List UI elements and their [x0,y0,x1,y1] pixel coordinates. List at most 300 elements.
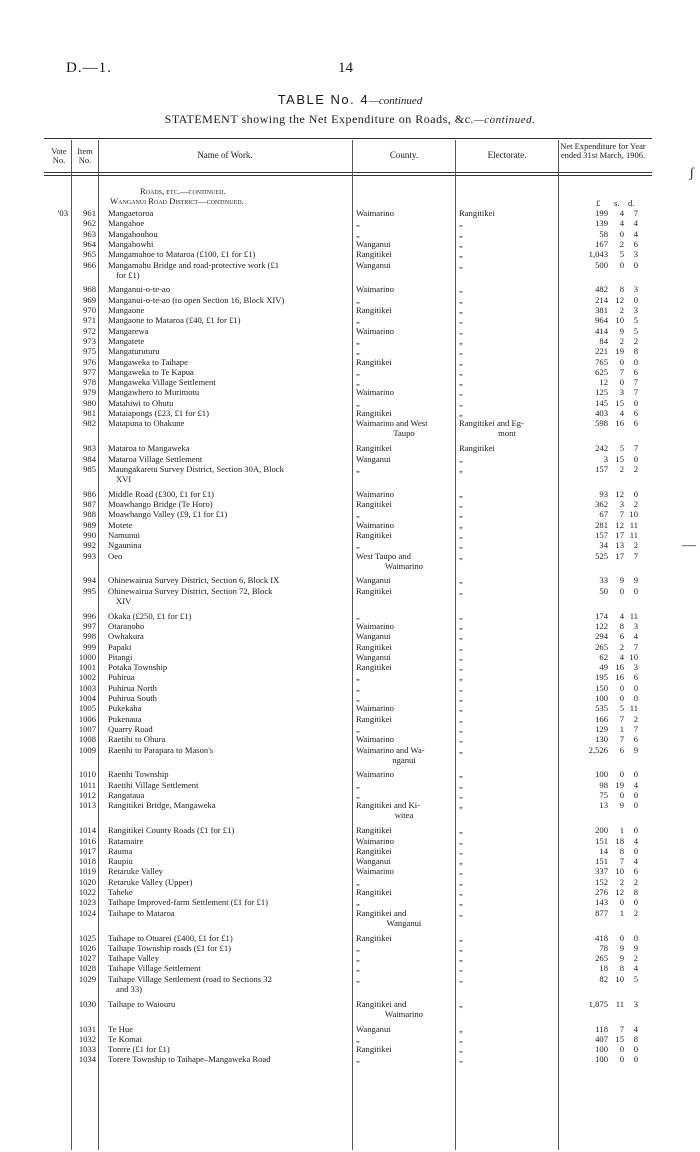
cell-county: „ [356,723,360,734]
cell-shillings: 4 [619,208,624,218]
cell-electorate: „ [459,408,463,418]
cell-electorate: „ [459,641,463,652]
cell-county: Rangitikei and [356,907,407,918]
cell-pounds: 145 [595,397,608,408]
cell-item: 1013 [78,800,96,811]
cell-item: 1033 [78,1044,96,1055]
cell-electorate: „ [459,713,463,724]
cell-work: Mangawhero to Murimotu [108,387,200,398]
table-row-continuation [0,1009,700,1019]
cell-electorate: „ [459,366,463,377]
cell-work: Retaruke Valley (Upper) [108,876,193,887]
cell-work: Torere (£1 for £1) [108,1044,170,1055]
col-header-electorate: Electorate. [487,150,527,160]
cell-shillings: 17 [615,550,624,561]
cell-pounds: 84 [599,335,608,346]
cell-county: „ [356,218,360,229]
cell-electorate: „ [459,519,463,530]
cell-pounds: 414 [595,325,608,336]
cell-pence: 0 [633,453,638,464]
cell-item: 986 [83,488,96,499]
table-row [0,551,700,561]
cell-electorate: „ [459,397,463,408]
cell-county: Rangitikei [356,932,392,943]
cell-shillings: 16 [615,672,624,683]
table-row [0,586,700,596]
cell-pence: 7 [633,550,638,561]
cell-vote: '03 [57,208,68,218]
cell-work: Te Komai [108,1033,143,1044]
cell-shillings: 0 [619,1044,624,1055]
cell-electorate: „ [459,305,463,315]
cell-pence: 7 [633,208,638,218]
cell-shillings: 0 [619,228,624,239]
cell-item: 966 [83,259,96,270]
cell-shillings: 18 [615,835,624,846]
cell-item: 1008 [78,734,96,745]
cell-shillings: 8 [619,284,624,295]
cell-pounds: 50 [599,585,608,596]
cell-item: 999 [83,641,96,652]
cell-pounds: 3 [603,453,608,464]
cell-pounds: 294 [595,631,608,642]
cell-shillings: 10 [615,866,624,877]
cell-electorate: „ [459,218,463,229]
cell-work: Maungakaretu Survey District, Section 30A, Block [108,463,284,474]
cell-pence: 11 [629,529,638,540]
cell-electorate: „ [459,734,463,745]
cell-work: Raetihi Village Settlement [108,779,199,790]
cell-shillings: 7 [619,1023,624,1034]
cell-pence: 6 [633,866,638,877]
cell-electorate: „ [459,228,463,239]
cell-pence: 11 [629,519,638,530]
table-row [0,295,700,305]
cell-county-cont: Waimarino [385,560,423,571]
cell-pounds: 200 [595,825,608,836]
cell-county: Waimarino [356,835,394,846]
cell-county: „ [356,377,360,388]
cell-county: „ [356,790,360,800]
cell-work: Torere Township to Taihape–Mangaweka Road [108,1054,271,1065]
cell-work: Moawhango Bridge (Te Horo) [108,499,213,509]
cell-shillings: 2 [619,238,624,249]
cell-work: Taihape to Waiouru [108,998,176,1009]
cell-item: 987 [83,499,96,509]
cell-electorate: „ [459,682,463,693]
cell-pounds: 100 [595,1044,608,1055]
cell-work: Mangatete [108,335,145,346]
cell-county: „ [356,228,360,239]
table-row [0,974,700,984]
cell-item: 1006 [78,713,96,724]
cell-electorate: „ [459,790,463,800]
cell-shillings: 12 [615,488,624,499]
table-row [0,724,700,734]
cell-electorate: „ [459,529,463,540]
cell-shillings: 7 [619,509,624,520]
cell-shillings: 9 [619,953,624,964]
cell-shillings: 1 [619,825,624,836]
cell-electorate: „ [459,963,463,974]
table-row [0,611,700,621]
cell-work: Mataiapongs (£23, £1 for £1) [108,408,209,418]
cell-pence: 4 [633,218,638,229]
cell-county: Waimarino [356,519,394,530]
col-header-item: Item No. [77,146,93,165]
cell-electorate: „ [459,907,463,918]
cell-work: Okaka (£250, £1 for £1) [108,610,192,621]
statement-continued: —continued. [473,114,536,126]
cell-electorate: „ [459,294,463,305]
cell-work: Namunui [108,529,140,540]
table-row [0,305,700,315]
cell-work: Retaruke Valley [108,866,163,877]
cell-item: 979 [83,387,96,398]
cell-pounds: 82 [599,973,608,984]
cell-county: Waimarino [356,703,394,714]
table-row [0,260,700,270]
cell-electorate: „ [459,284,463,295]
cell-item: 1017 [78,845,96,856]
cell-electorate: „ [459,463,463,474]
cell-county: Rangitikei [356,641,392,652]
cell-electorate: „ [459,651,463,662]
cell-pence: 0 [633,769,638,780]
table-row [0,1044,700,1054]
cell-shillings: 2 [619,463,624,474]
cell-item: 962 [83,218,96,229]
cell-shillings: 5 [619,703,624,714]
cell-pounds: 139 [595,218,608,229]
cell-work: Pukekaha [108,703,142,714]
table-row [0,953,700,963]
cell-pence: 5 [633,973,638,984]
cell-pounds: 407 [595,1033,608,1044]
statement-text: STATEMENT showing the Net Expenditure on Roads, &c. [164,112,474,126]
cell-pence: 2 [633,876,638,887]
cell-work: Mangahoe [108,218,145,229]
table-row [0,963,700,973]
cell-electorate: „ [459,620,463,631]
cell-item: 972 [83,325,96,336]
cell-work: Mangaone [108,305,145,315]
cell-electorate: „ [459,1044,463,1055]
table-row [0,846,700,856]
cell-pounds: 1,875 [588,998,608,1009]
cell-shillings: 1 [619,907,624,918]
cell-work: Taihape Village Settlement [108,963,201,974]
cell-pounds: 221 [595,346,608,357]
cell-work: Mangaturuturu [108,346,160,357]
cell-electorate: „ [459,356,463,367]
subsection-heading: Wanganui Road District—continued. [110,196,244,206]
cell-work: Taihape to Mataroa [108,907,175,918]
cell-work: Quarry Road [108,723,153,734]
col-header-work: Name of Work. [197,150,253,160]
cell-pence: 8 [633,1033,638,1044]
table-row [0,1024,700,1034]
cell-shillings: 8 [619,963,624,974]
table-row-continuation [0,596,700,606]
cell-item: 1002 [78,672,96,683]
cell-work: Raetihi to Parapara to Mason's [108,744,214,755]
cell-electorate: Rangitikei [459,208,495,218]
cell-county: Wanganui [356,238,391,249]
cell-county: Rangitikei [356,662,392,673]
cell-pence: 7 [633,723,638,734]
cell-pence: 2 [633,907,638,918]
cell-electorate-cont: mont [498,428,516,439]
table-row-continuation [0,474,700,484]
cell-pounds: 34 [599,540,608,551]
cell-work: Matahiwi to Ohutu [108,397,174,408]
cell-electorate: „ [459,631,463,642]
cell-work: Mangaone to Mataroa (£40, £1 for £1) [108,315,241,326]
table-row-continuation [0,428,700,438]
cell-pounds: 964 [595,315,608,326]
cell-item: 1007 [78,723,96,734]
cell-shillings: 0 [619,1054,624,1065]
cell-item: 968 [83,284,96,295]
document-code: D.—1. [66,60,112,76]
table-row [0,790,700,800]
col-header-vote: Vote No. [51,146,67,165]
cell-item: 995 [83,585,96,596]
cell-pence: 4 [633,631,638,642]
cell-pence: 0 [633,693,638,703]
cell-county: Wanganui [356,575,391,586]
cell-electorate: „ [459,585,463,596]
table-title-main: TABLE No. 4 [277,92,370,107]
cell-pence: 6 [633,408,638,418]
cell-work: Mataroa Village Settlement [108,453,203,464]
cell-county: „ [356,953,360,964]
table-row [0,897,700,907]
cell-county: Waimarino [356,734,394,745]
cell-shillings: 0 [619,790,624,800]
cell-pence: 7 [633,377,638,388]
cell-work: Rangitikei Bridge, Mangaweka [108,800,216,811]
cell-pence: 11 [629,703,638,714]
cell-work: Puhirua North [108,682,157,693]
cell-work: Otaranoho [108,620,145,631]
cell-pounds: 265 [595,953,608,964]
cell-shillings: 0 [619,932,624,943]
cell-work: Pukenaua [108,713,142,724]
col-header-expenditure: Net Expenditure for Year ended 31st March, 1906. [560,141,646,160]
cell-pence: 0 [633,932,638,943]
table-row [0,887,700,897]
table-row-continuation [0,561,700,571]
cell-work: Puhirua South [108,693,157,703]
table-row [0,734,700,744]
cell-item: 1032 [78,1033,96,1044]
table-row [0,398,700,408]
cell-work-cont: and 33) [116,983,143,994]
cell-item: 961 [83,208,96,218]
cell-county: „ [356,963,360,974]
table-row [0,652,700,662]
cell-county: Wanganui [356,453,391,464]
cell-pence: 4 [633,835,638,846]
table-row [0,346,700,356]
cell-shillings: 4 [619,651,624,662]
cell-county: Rangitikei [356,585,392,596]
cell-pence: 9 [633,575,638,586]
table-row [0,530,700,540]
cell-shillings: 17 [615,529,624,540]
cell-electorate: „ [459,259,463,270]
cell-work: Manganui-o-te-ao [108,284,171,295]
cell-county: Wanganui [356,856,391,867]
cell-pence: 9 [633,744,638,755]
cell-electorate: „ [459,887,463,897]
cell-electorate: „ [459,825,463,836]
cell-pence: 7 [633,387,638,398]
cell-electorate: „ [459,897,463,908]
cell-item: 963 [83,228,96,239]
table-row [0,908,700,918]
cell-pounds: 12 [599,377,608,388]
cell-shillings: 9 [619,575,624,586]
cell-work: Raetihi to Ohura [108,734,166,745]
cell-item: 989 [83,519,96,530]
cell-pounds: 49 [599,662,608,673]
cell-pounds: 78 [599,942,608,953]
margin-tick-icon: — [682,538,696,553]
cell-pence: 8 [633,346,638,357]
table-row [0,489,700,499]
cell-county: Rangitikei [356,713,392,724]
table-row [0,408,700,418]
cell-county: „ [356,779,360,790]
cell-work: Mataroa to Mangaweka [108,443,190,454]
cell-electorate: „ [459,346,463,357]
cell-county: Waimarino [356,620,394,631]
cell-shillings: 16 [615,662,624,673]
cell-shillings: 7 [619,856,624,867]
cell-electorate: „ [459,835,463,846]
cell-shillings: 3 [619,499,624,509]
cell-pounds: 242 [595,443,608,454]
cell-county: „ [356,397,360,408]
cell-pounds: 18 [599,963,608,974]
cell-work: Ngaunina [108,540,142,551]
cell-electorate: „ [459,238,463,249]
cell-pence: 4 [633,963,638,974]
cell-work: Manganui-o-te-ao (to open Section 16, Block XIV) [108,294,285,305]
table-row [0,999,700,1009]
cell-pounds: 337 [595,866,608,877]
cell-county: Rangitikei [356,499,392,509]
table-row [0,933,700,943]
cell-pounds: 151 [595,856,608,867]
cell-county: Rangitikei [356,443,392,454]
cell-county-cont: Waimarino [385,1008,423,1019]
cell-pence: 3 [633,249,638,260]
cell-county: „ [356,942,360,953]
cell-county: „ [356,1033,360,1044]
cell-item: 980 [83,397,96,408]
cell-electorate: „ [459,723,463,734]
cell-work: Mangamahoe to Mataroa (£100, £1 for £1) [108,249,256,260]
cell-item: 1003 [78,682,96,693]
table-row [0,249,700,259]
cell-county: Waimarino [356,284,394,295]
cell-pounds: 62 [599,651,608,662]
cell-work-cont: XVI [116,473,132,484]
table-row [0,357,700,367]
cell-pence: 4 [633,779,638,790]
cell-county: Rangitikei [356,887,392,897]
table-row [0,377,700,387]
cell-electorate: Rangitikei and Eg- [459,418,524,429]
cell-pence: 3 [633,998,638,1009]
cell-county: „ [356,294,360,305]
cell-pounds: 125 [595,387,608,398]
cell-shillings: 7 [619,713,624,724]
cell-pounds: 418 [595,932,608,943]
cell-electorate: „ [459,932,463,943]
table-row [0,683,700,693]
cell-pounds: 166 [595,713,608,724]
cell-item: 1001 [78,662,96,673]
cell-pence: 6 [633,366,638,377]
cell-electorate: „ [459,744,463,755]
cell-item: 978 [83,377,96,388]
table-row-continuation [0,270,700,280]
cell-work-cont: XIV [116,595,132,606]
table-row [0,642,700,652]
cell-shillings: 7 [619,734,624,745]
cell-item: 964 [83,238,96,249]
cell-pounds: 151 [595,835,608,846]
cell-pounds: 157 [595,463,608,474]
cell-pence: 0 [633,488,638,499]
cell-pounds: 33 [599,575,608,586]
cell-shillings: 0 [619,769,624,780]
cell-item: 990 [83,529,96,540]
cell-pounds: 98 [599,779,608,790]
cell-shillings: 2 [619,641,624,652]
cell-pence: 0 [633,1044,638,1055]
table-row [0,631,700,641]
cell-county: Waimarino [356,866,394,877]
cell-pence: 4 [633,1023,638,1034]
cell-pounds: 100 [595,769,608,780]
cell-county: „ [356,463,360,474]
table-row [0,239,700,249]
cell-shillings: 0 [619,356,624,367]
cell-pence: 2 [633,540,638,551]
cell-work: Pitangi [108,651,133,662]
cell-item: 988 [83,509,96,520]
cell-county: West Taupo and [356,550,411,561]
cell-pounds: 765 [595,356,608,367]
cell-work-cont: for £1) [116,269,140,280]
cell-county: „ [356,346,360,357]
cell-pence: 6 [633,672,638,683]
cell-pounds: 93 [599,488,608,499]
cell-item: 1009 [78,744,96,755]
table-row [0,387,700,397]
cell-shillings: 0 [619,693,624,703]
cell-work: Taihape Valley [108,953,160,964]
cell-electorate: „ [459,876,463,887]
cell-work: Mangaweka Village Settlement [108,377,216,388]
table-row [0,825,700,835]
